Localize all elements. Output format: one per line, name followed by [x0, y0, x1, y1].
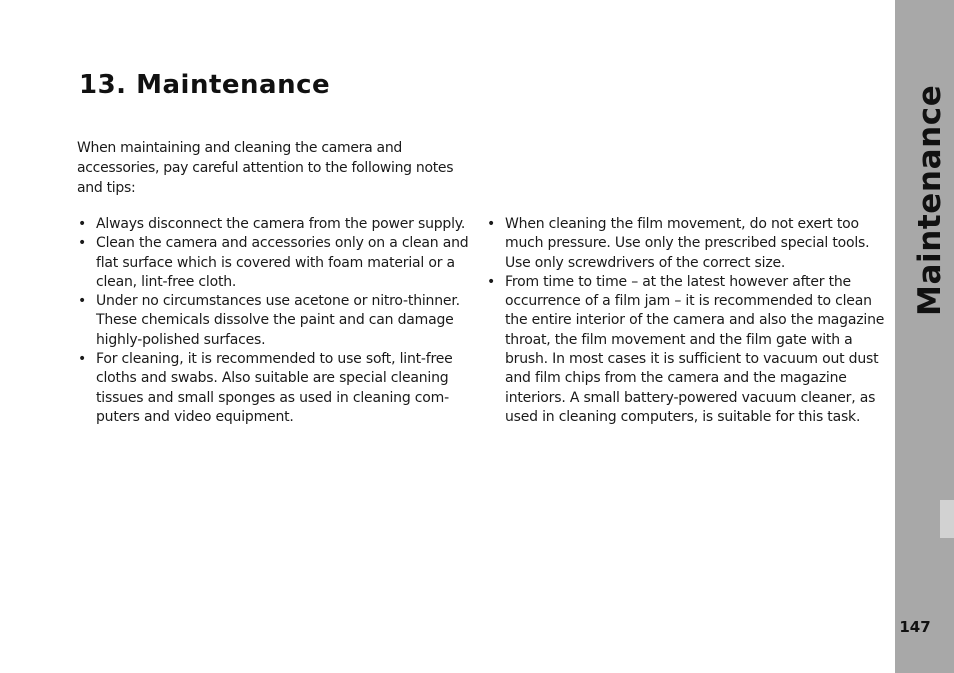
- page-title: 13. Maintenance: [79, 70, 331, 100]
- left-column-list: [77, 215, 475, 427]
- list-item: • From time to time – at the latest however after the occurrence of a film jam – it is recommended to clean the entire interior of the camera and also the magazine throat, the film movement and the film gate with a brush. In most cases it is sufficient to vacuum out dust and film chips from the camera and the magazine interiors. A small battery-powered vacuum cleaner, as used in cleaning computers, is suitable for this task.: [486, 273, 886, 427]
- list-item: • When cleaning the film movement, do not exert too much pressure. Use only the prescribed special tools. Use only screwdrivers of the correct size.: [486, 215, 886, 273]
- chapter-tab-marker: [940, 500, 954, 538]
- list-item: • Under no circumstances use acetone or nitro-thinner. These chemicals dissolve the paint and can damage highly-polished surfaces.: [77, 292, 475, 350]
- intro-paragraph: When maintaining and cleaning the camera and accessories, pay careful attention to the following notes and tips:: [77, 140, 454, 196]
- page-number: 147: [899, 618, 931, 636]
- right-column-list: [486, 215, 886, 427]
- list-item: • For cleaning, it is recommended to use soft, lint-free cloths and swabs. Also suitable are special cleaning tissues and small sponges as used in cleaning com-puters and video equipment.: [77, 350, 475, 427]
- chapter-tab-label: Maintenance: [912, 84, 948, 316]
- list-item: • Clean the camera and accessories only on a clean and flat surface which is covered with foam material or a clean, lint-free cloth.: [77, 234, 475, 292]
- list-item: • Always disconnect the camera from the power supply.: [77, 215, 475, 234]
